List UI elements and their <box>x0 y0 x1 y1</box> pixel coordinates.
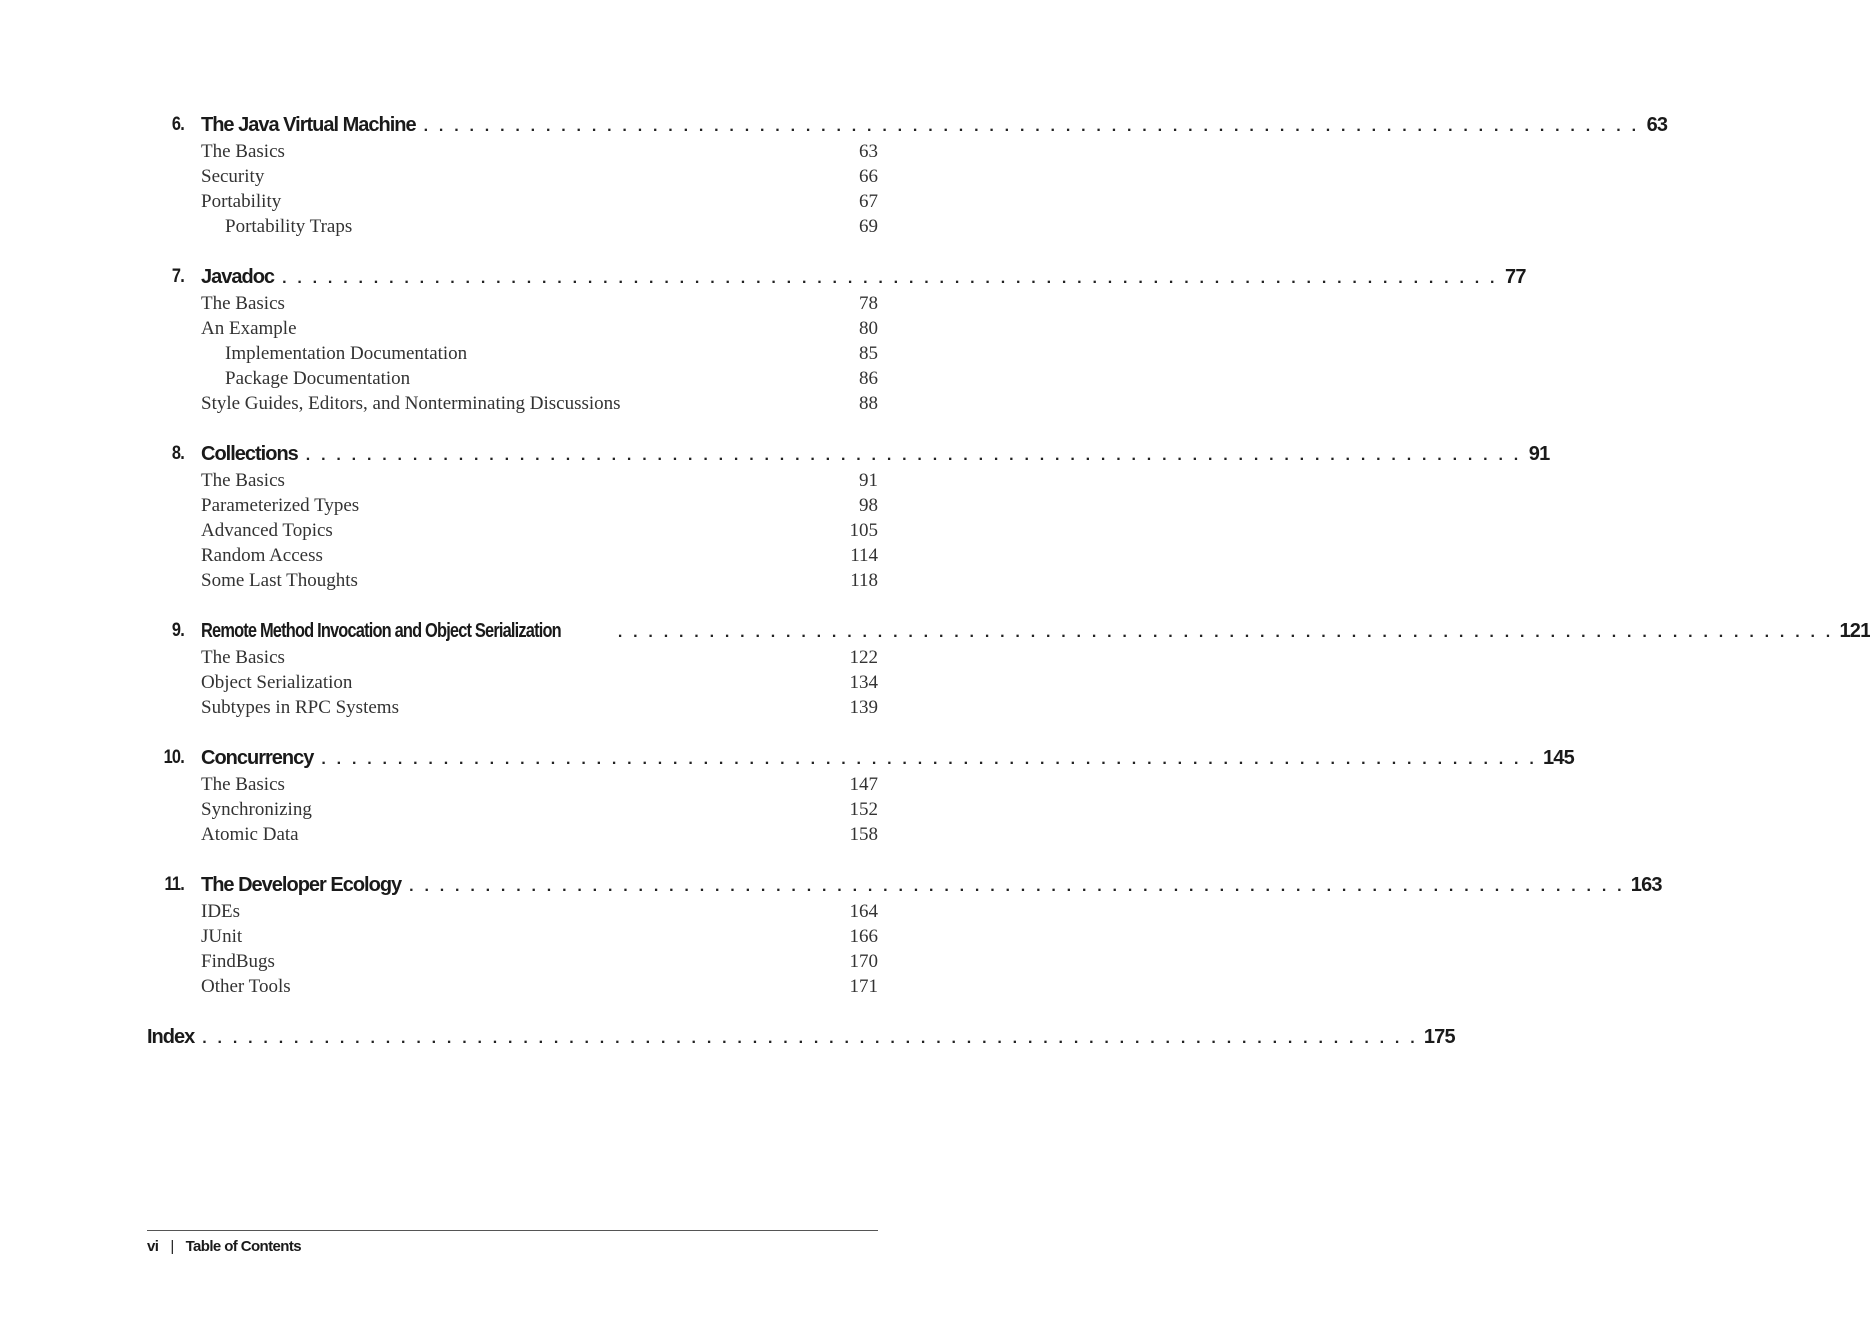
chapter-number: 11. <box>164 874 184 895</box>
section-page-number: 122 <box>849 647 878 668</box>
chapter-number: 8. <box>171 443 184 464</box>
section-page-number: 164 <box>849 901 878 922</box>
section-entry[interactable] <box>0 164 1024 189</box>
section-entry[interactable] <box>0 214 1024 239</box>
section-entry[interactable] <box>0 468 1024 493</box>
section-title[interactable]: The Basics <box>201 774 285 795</box>
chapter-entry <box>0 111 1668 239</box>
section-title[interactable]: Atomic Data <box>201 824 299 845</box>
section-page-number: 66 <box>859 166 878 187</box>
section-title[interactable]: Other Tools <box>201 976 291 997</box>
section-title[interactable]: IDEs <box>201 901 241 922</box>
chapter-page-number: 163 <box>1630 874 1662 896</box>
section-entry[interactable] <box>0 695 1024 720</box>
section-page-number: 114 <box>850 545 878 566</box>
chapter-heading-row[interactable] <box>0 871 1662 899</box>
chapter-title[interactable]: Javadoc <box>201 266 275 288</box>
section-entry[interactable] <box>0 391 1024 416</box>
section-entry[interactable] <box>0 139 1024 164</box>
section-title[interactable]: FindBugs <box>201 951 275 972</box>
dot-leader: . . . . . . . . . . . . . . . . . . . . . . . . . . . . . . . . . . . . . . . . . . . . . . . . . . . . . . . . . . . . . . . . . . . . . . . . . . . . . . . . <box>202 1030 1418 1047</box>
chapter-number: 6. <box>171 114 184 135</box>
section-title[interactable]: An Example <box>201 318 297 339</box>
chapter-title[interactable]: Concurrency <box>201 747 314 769</box>
footer-page-number: vi <box>147 1238 159 1255</box>
section-title[interactable]: Implementation Documentation <box>225 343 468 364</box>
section-page-number: 98 <box>859 495 878 516</box>
section-title[interactable]: Parameterized Types <box>201 495 360 516</box>
section-page-number: 134 <box>849 672 878 693</box>
chapter-entry <box>0 263 1526 416</box>
section-entry[interactable] <box>0 974 1024 999</box>
section-title[interactable]: Advanced Topics <box>201 520 333 541</box>
section-title[interactable]: The Basics <box>201 647 285 668</box>
chapter-title[interactable]: The Java Virtual Machine <box>201 114 416 136</box>
dot-leader: . . . . . . . . . . . . . . . . . . . . . . . . . . . . . . . . . . . . . . . . . . . . . . . . . . . . . . . . . . . . . . . . . . . . . . . . . . . . . . . . <box>321 751 1537 768</box>
section-page-number: 105 <box>849 520 878 541</box>
section-title[interactable]: Subtypes in RPC Systems <box>201 697 399 718</box>
chapter-heading-row[interactable] <box>0 440 1550 468</box>
section-page-number: 152 <box>849 799 878 820</box>
section-page-number: 147 <box>849 774 878 795</box>
section-page-number: 171 <box>849 976 878 997</box>
section-page-number: 69 <box>859 216 878 237</box>
section-title[interactable]: Portability <box>201 191 282 212</box>
page-footer <box>147 1238 301 1255</box>
section-title[interactable]: Random Access <box>201 545 323 566</box>
chapter-heading-row[interactable] <box>0 263 1526 291</box>
section-title[interactable]: The Basics <box>201 293 285 314</box>
footer-running-title: Table of Contents <box>185 1238 301 1255</box>
section-title[interactable]: The Basics <box>201 141 285 162</box>
chapter-heading-row[interactable] <box>0 111 1668 139</box>
section-entry[interactable] <box>0 543 1024 568</box>
section-page-number: 86 <box>859 368 878 389</box>
chapter-number: 10. <box>163 747 184 768</box>
section-entry[interactable] <box>0 518 1024 543</box>
section-title[interactable]: Object Serialization <box>201 672 353 693</box>
section-entry[interactable] <box>0 949 1024 974</box>
dot-leader: . . . . . . . . . . . . . . . . . . . . . . . . . . . . . . . . . . . . . . . . . . . . . . . . . . . . . . . . . . . . . . . . . . . . . . . . . . . . . . . . <box>617 624 1834 641</box>
section-entry[interactable] <box>0 670 1024 695</box>
chapter-entry <box>0 440 1550 593</box>
section-entry[interactable] <box>0 797 1024 822</box>
section-entry[interactable] <box>0 291 1024 316</box>
section-page-number: 91 <box>859 470 878 491</box>
section-page-number: 85 <box>859 343 878 364</box>
section-title[interactable]: Package Documentation <box>225 368 411 389</box>
section-page-number: 166 <box>849 926 878 947</box>
chapter-number: 7. <box>171 266 184 287</box>
section-title[interactable]: Some Last Thoughts <box>201 570 358 591</box>
section-title[interactable]: Style Guides, Editors, and Nonterminating Discussions <box>201 393 621 414</box>
chapter-title[interactable]: Collections <box>201 443 298 465</box>
section-page-number: 78 <box>859 293 878 314</box>
section-title[interactable]: Portability Traps <box>225 216 353 237</box>
section-page-number: 158 <box>849 824 878 845</box>
section-page-number: 139 <box>849 697 878 718</box>
chapter-page-number: 63 <box>1646 114 1668 136</box>
chapter-entry <box>0 617 1870 720</box>
section-entry[interactable] <box>0 899 1024 924</box>
section-title[interactable]: The Basics <box>201 470 285 491</box>
chapter-entry <box>0 744 1574 847</box>
chapter-entry <box>0 871 1662 999</box>
section-entry[interactable] <box>0 366 1024 391</box>
chapter-page-number: 121 <box>1839 620 1870 642</box>
dot-leader: . . . . . . . . . . . . . . . . . . . . . . . . . . . . . . . . . . . . . . . . . . . . . . . . . . . . . . . . . . . . . . . . . . . . . . . . . . . . . . . . <box>423 118 1640 135</box>
chapter-page-number: 145 <box>1542 747 1574 769</box>
section-title[interactable]: Security <box>201 166 265 187</box>
chapter-title[interactable]: Remote Method Invocation and Object Serialization <box>201 620 561 642</box>
chapter-number: 9. <box>171 620 184 641</box>
section-title[interactable]: JUnit <box>201 926 243 947</box>
footer-separator: | <box>170 1238 174 1255</box>
footer-rule <box>147 1230 878 1231</box>
index-entry[interactable] <box>0 1023 1455 1051</box>
section-page-number: 63 <box>859 141 878 162</box>
chapter-page-number: 91 <box>1528 443 1550 465</box>
dot-leader: . . . . . . . . . . . . . . . . . . . . . . . . . . . . . . . . . . . . . . . . . . . . . . . . . . . . . . . . . . . . . . . . . . . . . . . . . . . . . . . . <box>409 878 1625 895</box>
section-entry[interactable] <box>0 341 1024 366</box>
section-entry[interactable] <box>0 316 1024 341</box>
section-entry[interactable] <box>0 924 1024 949</box>
section-entry[interactable] <box>0 822 1024 847</box>
section-entry[interactable] <box>0 189 1024 214</box>
index-page-number: 175 <box>1423 1026 1455 1048</box>
chapter-heading-row[interactable] <box>0 617 1870 645</box>
section-page-number: 67 <box>859 191 878 212</box>
section-entry[interactable] <box>0 493 1024 518</box>
section-page-number: 80 <box>859 318 878 339</box>
section-page-number: 88 <box>859 393 878 414</box>
chapter-page-number: 77 <box>1505 266 1526 288</box>
dot-leader: . . . . . . . . . . . . . . . . . . . . . . . . . . . . . . . . . . . . . . . . . . . . . . . . . . . . . . . . . . . . . . . . . . . . . . . . . . . . . . . . <box>305 447 1522 464</box>
chapter-title[interactable]: The Developer Ecology <box>201 874 402 896</box>
section-page-number: 118 <box>850 570 878 591</box>
section-entry[interactable] <box>0 568 1024 593</box>
dot-leader: . . . . . . . . . . . . . . . . . . . . . . . . . . . . . . . . . . . . . . . . . . . . . . . . . . . . . . . . . . . . . . . . . . . . . . . . . . . . . . . . <box>282 270 1498 287</box>
section-entry[interactable] <box>0 772 1024 797</box>
section-entry[interactable] <box>0 645 1024 670</box>
chapter-heading-row[interactable] <box>0 744 1574 772</box>
section-title[interactable]: Synchronizing <box>201 799 312 820</box>
index-title[interactable]: Index <box>147 1026 195 1048</box>
section-page-number: 170 <box>849 951 878 972</box>
